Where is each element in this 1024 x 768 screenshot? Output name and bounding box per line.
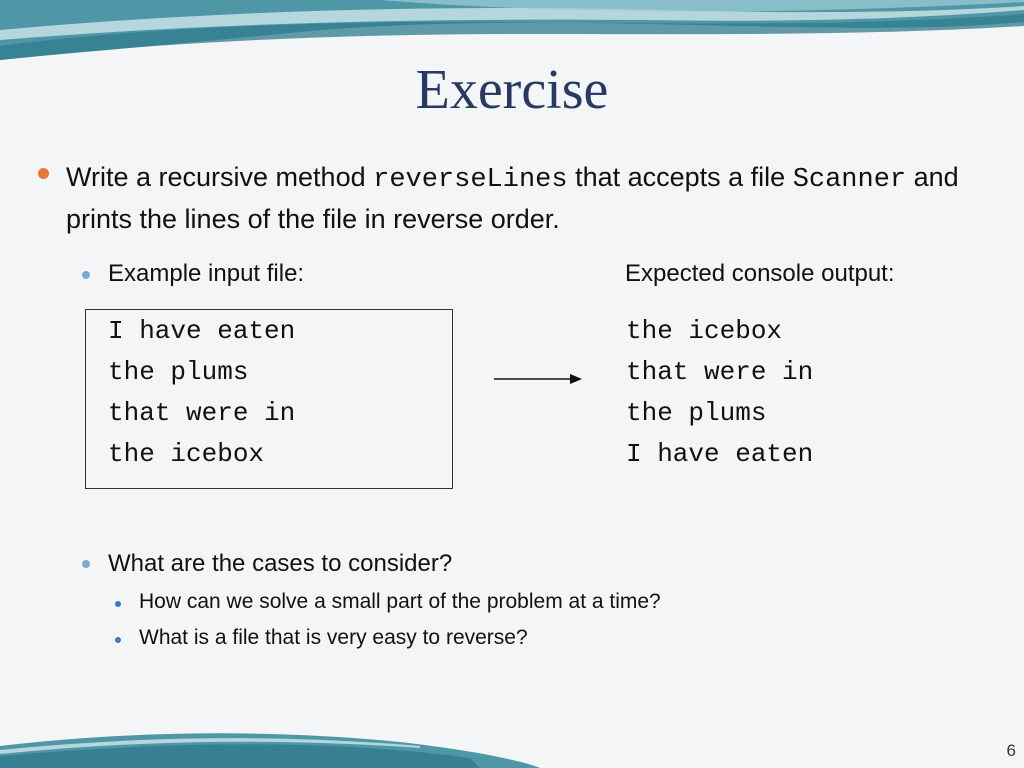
bullet-exercise-statement bbox=[66, 158, 1016, 239]
input-line: the icebox bbox=[108, 439, 265, 469]
input-line: I have eaten bbox=[108, 316, 296, 346]
bullet-dot bbox=[38, 168, 49, 179]
statement-text: that accepts a file bbox=[567, 162, 793, 192]
sub-question: How can we solve a small part of the problem at a time? bbox=[139, 590, 661, 613]
expected-output-label: Expected console output: bbox=[625, 260, 895, 287]
input-line: the plums bbox=[108, 357, 249, 387]
output-line: that were in bbox=[626, 357, 814, 387]
scanner-code: Scanner bbox=[792, 165, 907, 195]
input-line: that were in bbox=[108, 398, 296, 428]
output-line: I have eaten bbox=[626, 439, 814, 469]
method-name-code: reverseLines bbox=[373, 165, 568, 195]
example-input-label: Example input file: bbox=[108, 260, 305, 287]
sub-question: What is a file that is very easy to reverse? bbox=[139, 626, 528, 649]
output-line: the plums bbox=[626, 398, 767, 428]
bullet-dot bbox=[115, 637, 121, 643]
right-arrow-icon bbox=[494, 371, 584, 387]
statement-text: and prints the lines of the file in reverse order. bbox=[66, 162, 959, 234]
output-line: the icebox bbox=[626, 316, 783, 346]
cases-question: What are the cases to consider? bbox=[108, 550, 453, 577]
bullet-dot bbox=[82, 271, 90, 279]
bullet-dot bbox=[115, 601, 121, 607]
bottom-wave-decoration bbox=[0, 728, 1024, 768]
slide-title: Exercise bbox=[415, 59, 609, 121]
page-number: 6 bbox=[1006, 741, 1016, 760]
bullet-dot bbox=[82, 560, 90, 568]
statement-text: Write a recursive method bbox=[66, 162, 374, 192]
